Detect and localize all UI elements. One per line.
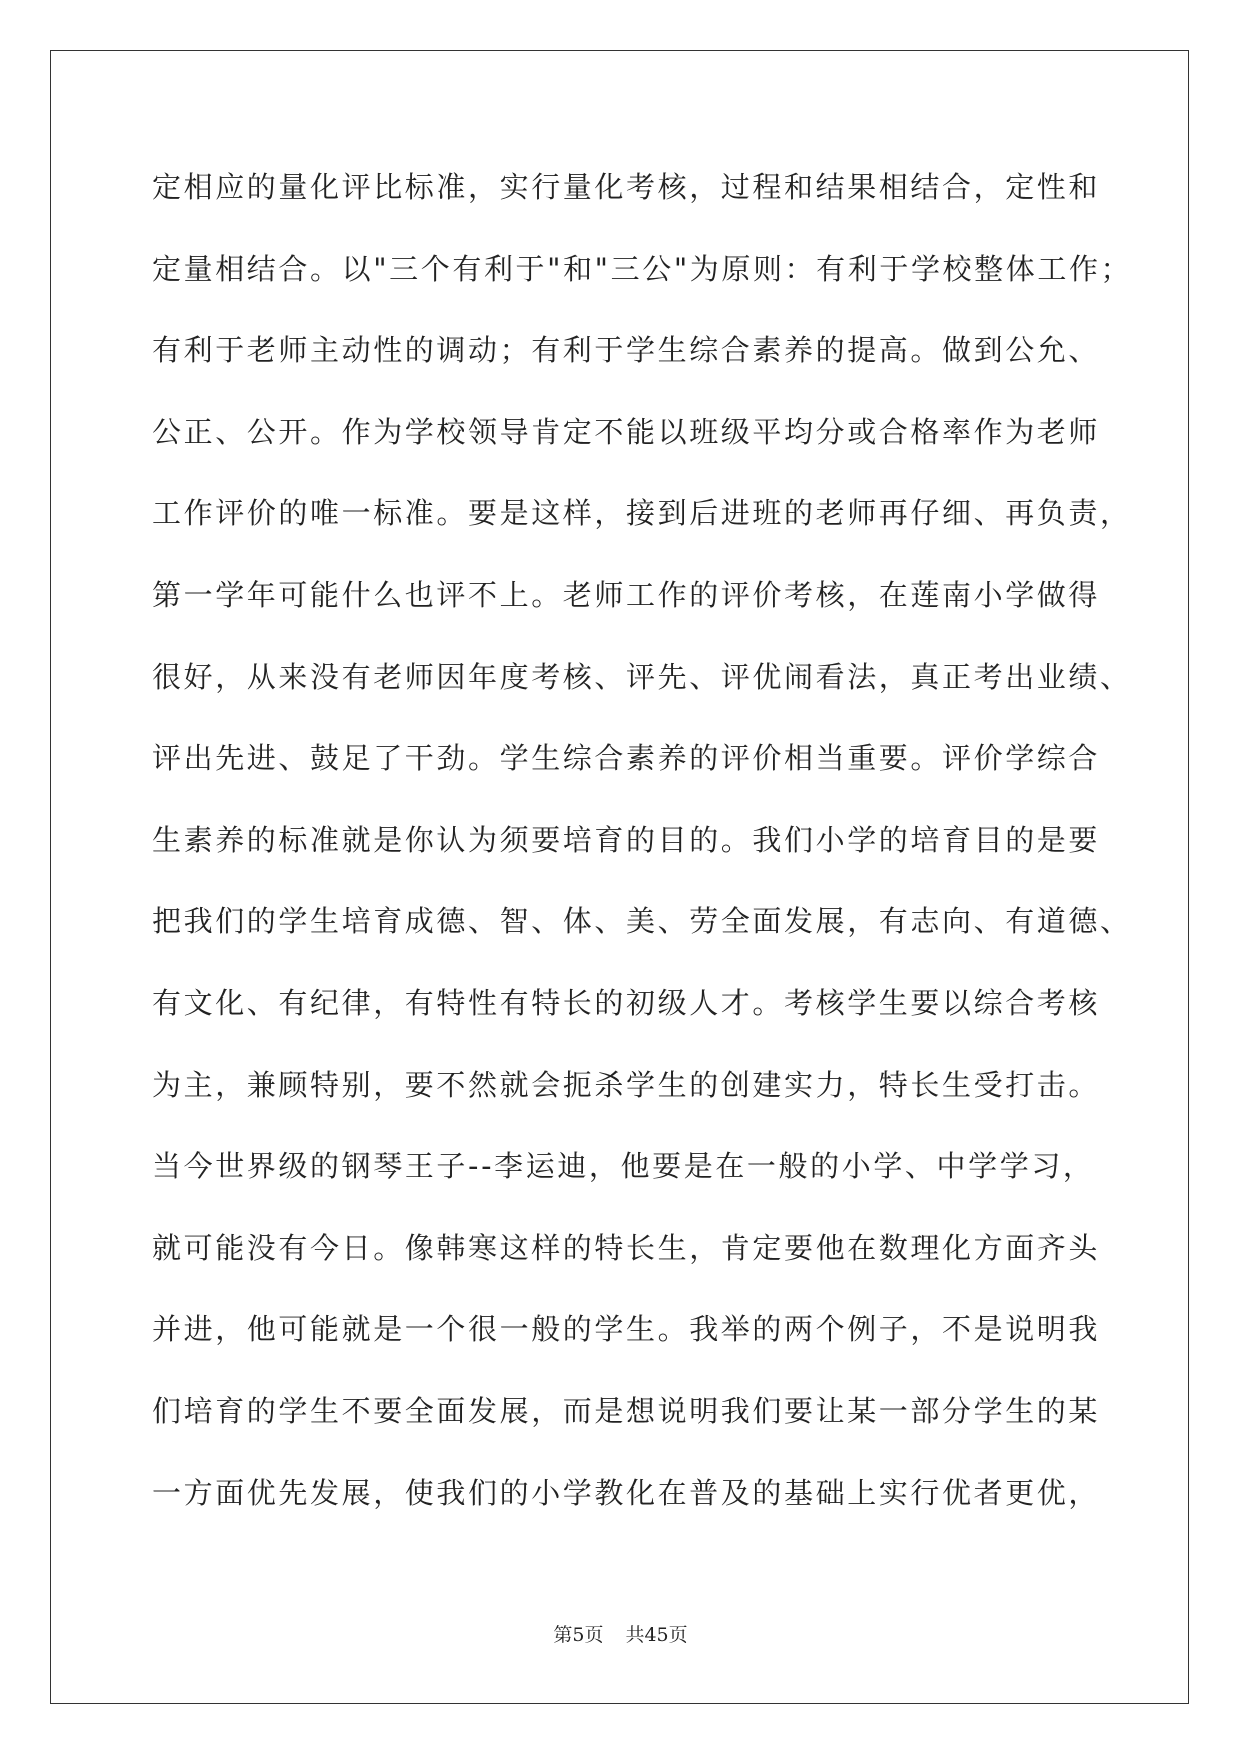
text-line: 很好，从来没有老师因年度考核、评先、评优闹看法，真正考出业绩、 bbox=[152, 659, 1132, 694]
text-line: 一方面优先发展，使我们的小学教化在普及的基础上实行优者更优， bbox=[152, 1475, 1101, 1510]
text-line: 当今世界级的钢琴王子--李运迪，他要是在一般的小学、中学学习， bbox=[152, 1149, 1095, 1184]
text-line: 把我们的学生培育成德、智、体、美、劳全面发展，有志向、有道德、 bbox=[152, 904, 1132, 939]
text-line: 有利于老师主动性的调动；有利于学生综合素养的提高。做到公允、 bbox=[152, 333, 1101, 368]
page-number: 第5页 bbox=[553, 1624, 604, 1646]
text-line: 定量相结合。以"三个有利于"和"三公"为原则：有利于学校整体工作； bbox=[152, 251, 1133, 286]
text-line: 有文化、有纪律，有特性有特长的初级人才。考核学生要以综合考核 bbox=[152, 985, 1101, 1020]
text-line: 工作评价的唯一标准。要是这样，接到后进班的老师再仔细、再负责， bbox=[152, 496, 1132, 531]
text-line: 并进，他可能就是一个很一般的学生。我举的两个例子，不是说明我 bbox=[152, 1312, 1101, 1347]
text-line: 第一学年可能什么也评不上。老师工作的评价考核，在莲南小学做得 bbox=[152, 577, 1101, 612]
text-line: 就可能没有今日。像韩寒这样的特长生，肯定要他在数理化方面齐头 bbox=[152, 1230, 1101, 1265]
text-line: 定相应的量化评比标准，实行量化考核，过程和结果相结合，定性和 bbox=[152, 170, 1101, 204]
text-line: 评出先进、鼓足了干劲。学生综合素养的评价相当重要。评价学综合 bbox=[152, 741, 1101, 776]
text-line: 为主，兼顾特别，要不然就会扼杀学生的创建实力，特长生受打击。 bbox=[152, 1067, 1101, 1102]
text-line: 公正、公开。作为学校领导肯定不能以班级平均分或合格率作为老师 bbox=[152, 414, 1101, 449]
page-footer bbox=[0, 1620, 1241, 1647]
body-text bbox=[152, 160, 1133, 1547]
text-line: 们培育的学生不要全面发展，而是想说明我们要让某一部分学生的某 bbox=[152, 1393, 1101, 1428]
page-total: 共45页 bbox=[625, 1624, 688, 1646]
text-line: 生素养的标准就是你认为须要培育的目的。我们小学的培育目的是要 bbox=[152, 822, 1101, 857]
